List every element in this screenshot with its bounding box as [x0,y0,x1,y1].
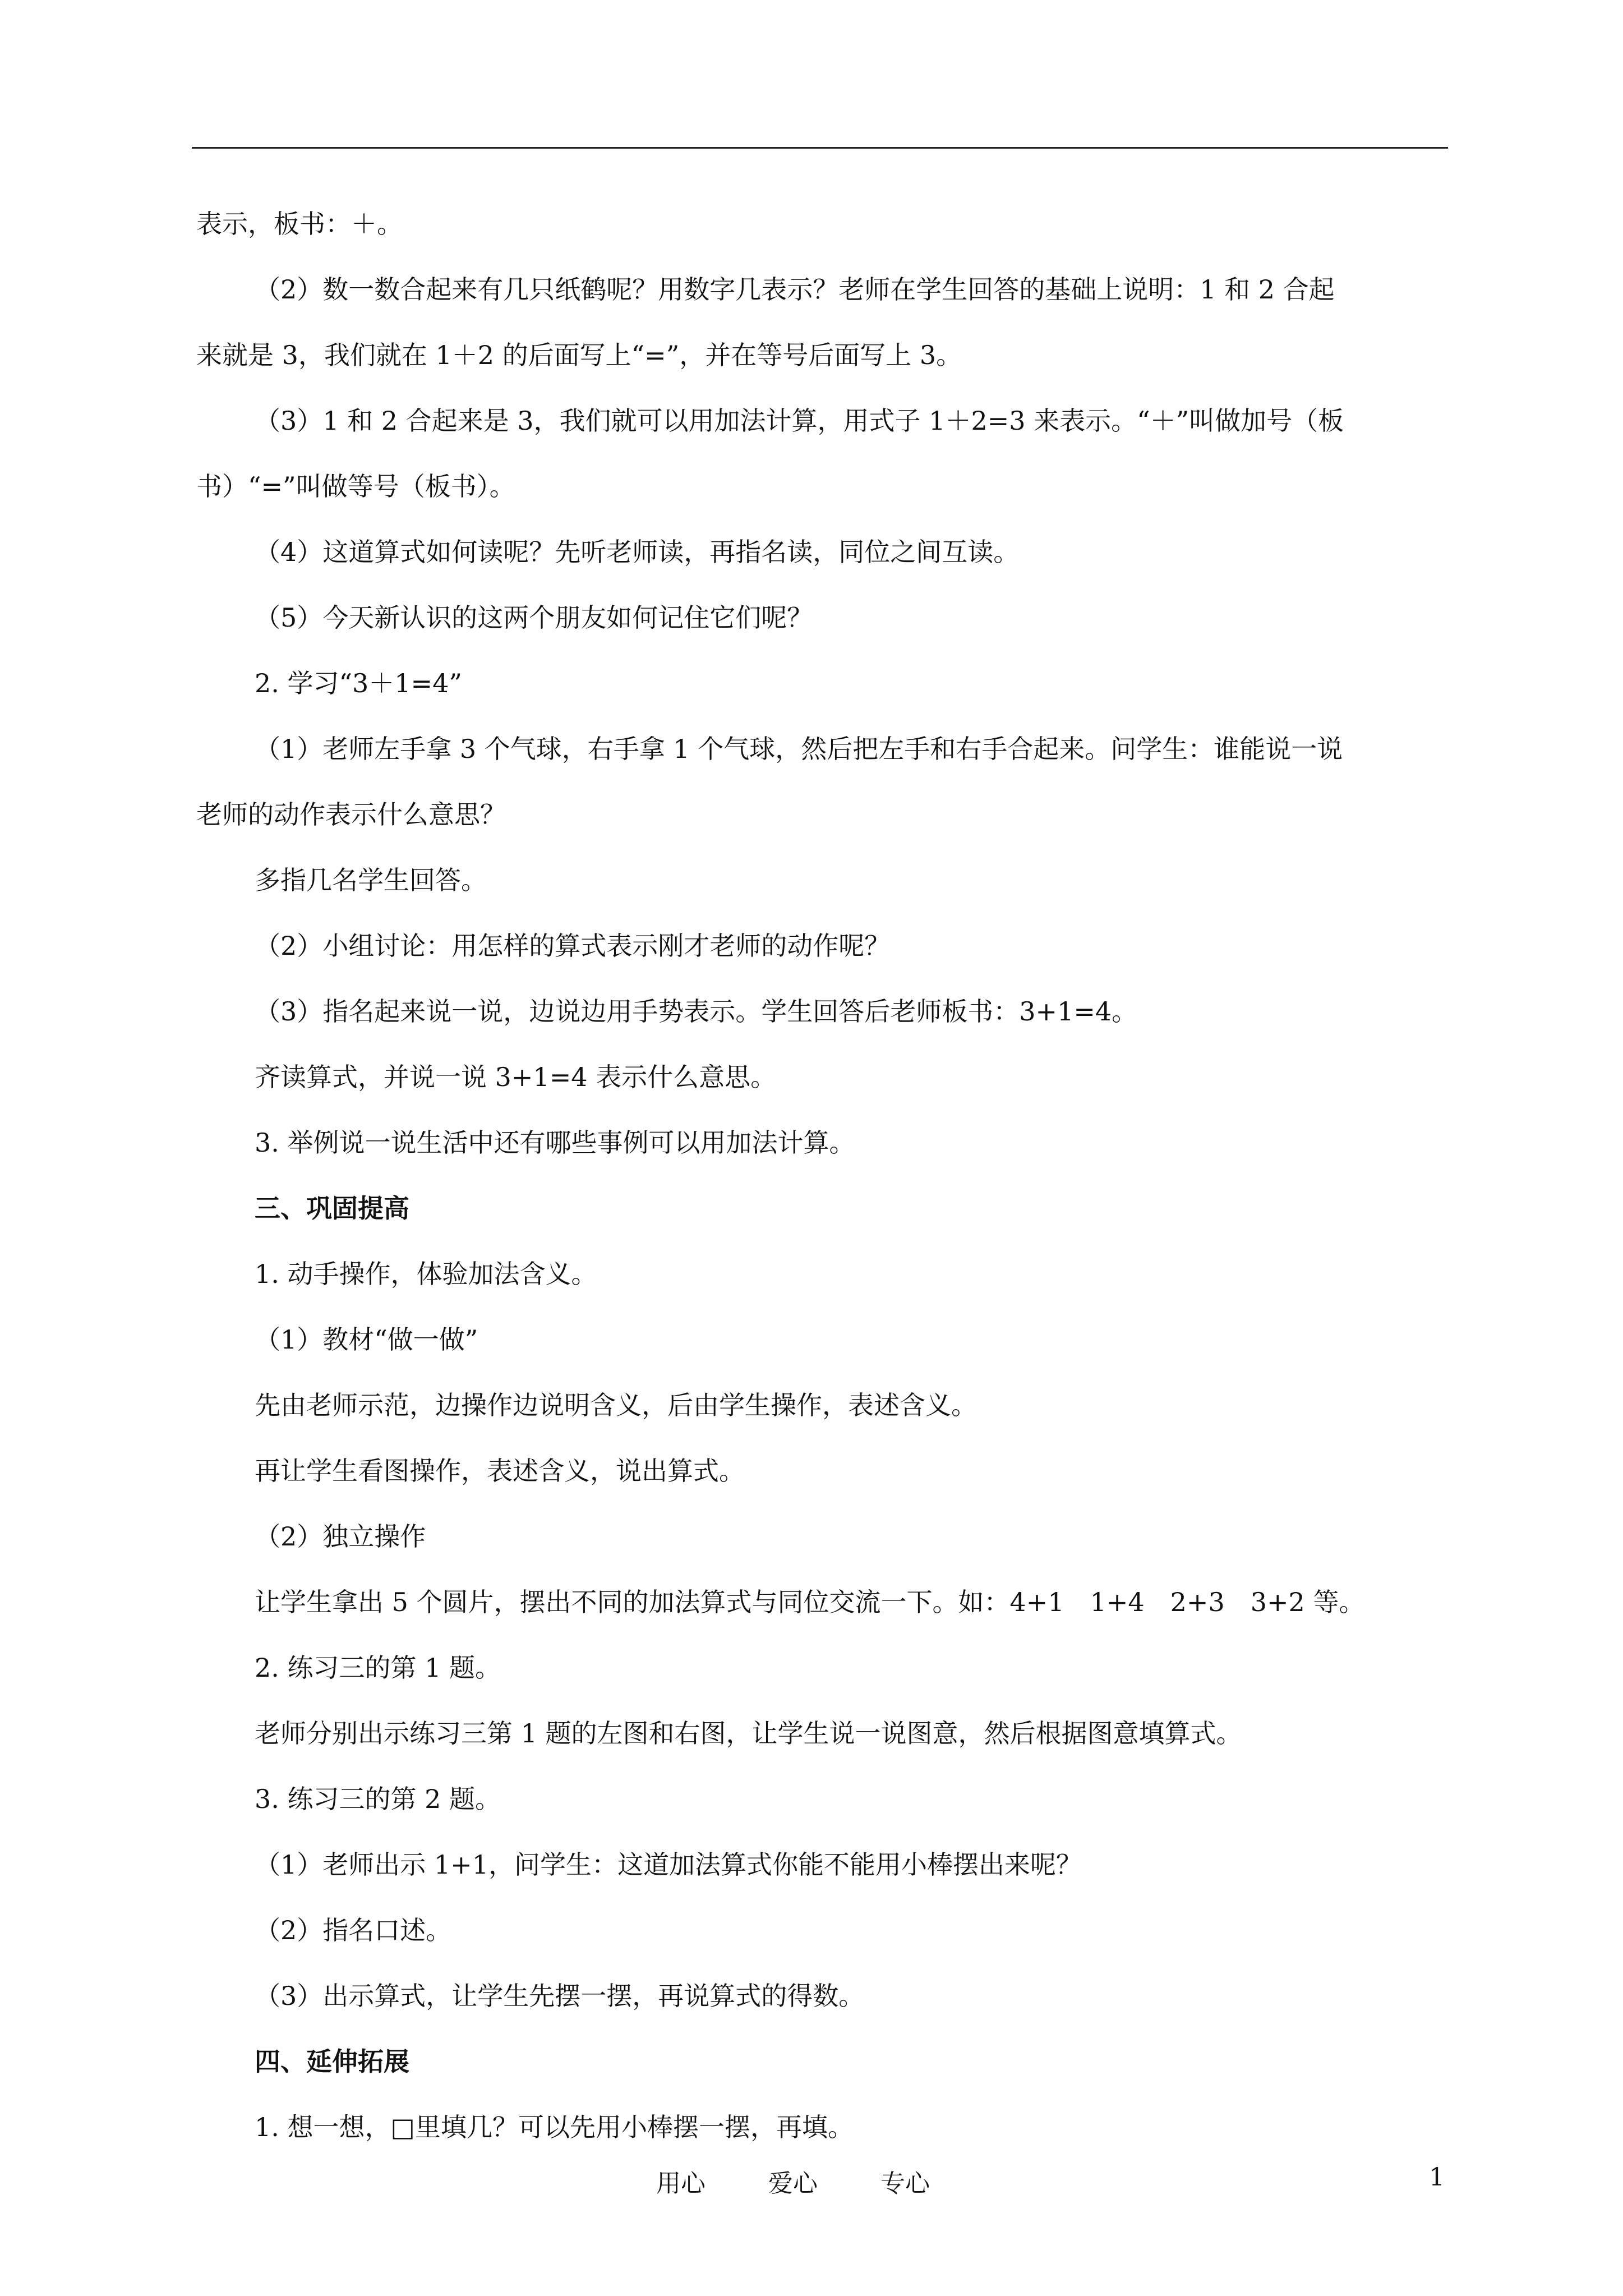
text-line: 1. 想一想，□里填几？可以先用小棒摆一摆，再填。 [255,2112,854,2142]
text-line: 齐读算式，并说一说 3+1=4 表示什么意思。 [255,1062,777,1092]
footer-item: 爱心 [768,2169,818,2198]
page-number: 1 [1429,2163,1445,2192]
text-line: 先由老师示范，边操作边说明含义，后由学生操作，表述含义。 [255,1390,977,1420]
text-line: 书）“=”叫做等号（板书）。 [196,471,515,501]
text-line: 来就是 3，我们就在 1＋2 的后面写上“=”，并在等号后面写上 3。 [196,340,962,370]
text-line: 老师分别出示练习三第 1 题的左图和右图，让学生说一说图意，然后根据图意填算式。 [255,1718,1242,1749]
page-footer [0,2163,1623,2197]
text-line: 表示，板书：＋。 [196,209,403,239]
text-line: 3. 举例说一说生活中还有哪些事例可以用加法计算。 [255,1128,855,1158]
text-line: 2. 学习“3＋1=4” [255,668,462,698]
text-line: （1）教材“做一做” [255,1324,478,1355]
text-line: （1）老师左手拿 3 个气球，右手拿 1 个气球，然后把左手和右手合起来。问学生：谁能说一说 [255,734,1343,764]
text-line: （2）小组讨论：用怎样的算式表示刚才老师的动作呢？ [255,931,891,961]
text-line: 2. 练习三的第 1 题。 [255,1653,501,1683]
text-line: 老师的动作表示什么意思？ [196,799,506,830]
text-line: （1）老师出示 1+1，问学生：这道加法算式你能不能用小棒摆出来呢？ [255,1849,1082,1880]
text-line: （2）独立操作 [255,1521,426,1552]
footer-item: 专心 [880,2169,930,2198]
header-rule [192,147,1448,149]
text-line: 3. 练习三的第 2 题。 [255,1784,501,1814]
text-line: （3）1 和 2 合起来是 3，我们就可以用加法计算，用式子 1＋2=3 来表示。“＋”叫做加号（板 [255,406,1344,436]
text-line: （2）指名口述。 [255,1915,452,1945]
text-line: （3）出示算式，让学生先摆一摆，再说算式的得数。 [255,1981,865,2011]
footer-item: 用心 [656,2169,706,2198]
section-heading: 四、延伸拓展 [255,2046,409,2077]
text-line: （2）数一数合起来有几只纸鹤呢？用数字几表示？老师在学生回答的基础上说明：1 和 2 合起 [255,274,1335,305]
text-line: 再让学生看图操作，表述含义，说出算式。 [255,1456,745,1486]
text-line: （3）指名起来说一说，边说边用手势表示。学生回答后老师板书：3+1=4。 [255,996,1138,1027]
text-line: （5）今天新认识的这两个朋友如何记住它们呢？ [255,602,813,633]
section-heading: 三、巩固提高 [255,1193,409,1223]
text-line: 多指几名学生回答。 [255,865,487,895]
text-line: 让学生拿出 5 个圆片，摆出不同的加法算式与同位交流一下。如：4+1 1+4 2+3 3+2 等。 [255,1587,1365,1617]
text-line: （4）这道算式如何读呢？先听老师读，再指名读，同位之间互读。 [255,537,1020,567]
document-body [196,208,1447,2177]
text-line: 1. 动手操作，体验加法含义。 [255,1259,597,1289]
